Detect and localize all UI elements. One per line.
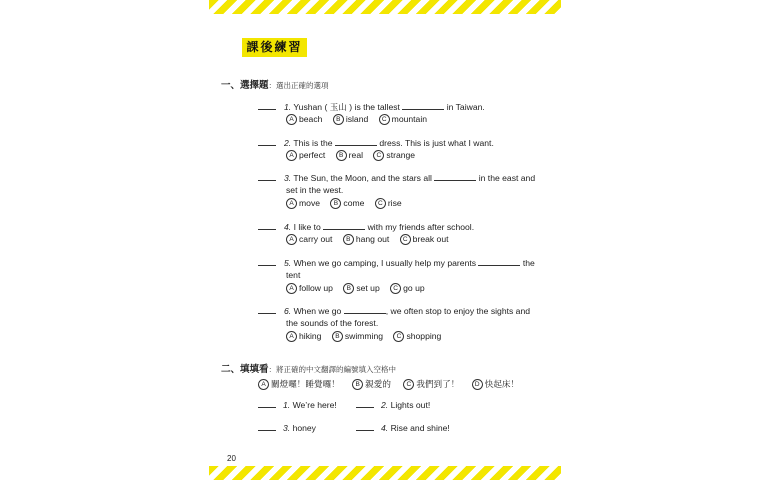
fill-blank (402, 101, 444, 110)
answer-blank[interactable] (258, 172, 276, 181)
section1-label: 一、選擇題 (221, 80, 269, 91)
option[interactable]: B hang out (343, 234, 389, 245)
option[interactable]: A carry out (286, 234, 332, 245)
question-3-options (286, 198, 410, 209)
match-item-3: 3. honey (258, 422, 316, 433)
question-1-options (286, 114, 435, 125)
section1-heading (221, 77, 329, 91)
page-title: 課後練習 (242, 38, 307, 57)
translation-option: B 親愛的 (352, 378, 391, 390)
match-item-1: 1. We’re here! (258, 399, 337, 410)
fill-blank (478, 257, 520, 266)
answer-blank[interactable] (258, 101, 276, 110)
translation-option: C 我們到了！ (403, 378, 459, 390)
section1-instruction: ：選出正確的選項 (268, 81, 329, 90)
question-6-options (286, 331, 449, 342)
answer-blank[interactable] (258, 221, 276, 230)
option[interactable]: C strange (373, 150, 415, 161)
question-4: 4. I like to with my friends after school. (258, 221, 474, 232)
translation-option: D 快起床！ (472, 378, 519, 390)
option[interactable]: C break out (400, 234, 449, 245)
fill-blank (434, 172, 476, 181)
option[interactable]: A perfect (286, 150, 325, 161)
question-3-continued: set in the west. (286, 185, 344, 195)
question-2: 2. This is the dress. This is just what I want. (258, 137, 494, 148)
answer-blank[interactable] (258, 305, 276, 314)
page-number: 20 (227, 454, 236, 463)
bottom-stripe-border (209, 466, 561, 480)
option[interactable]: B come (330, 198, 364, 209)
option[interactable]: C go up (390, 283, 425, 294)
option[interactable]: A hiking (286, 331, 321, 342)
section2-label: 二、填填看 (221, 364, 269, 375)
answer-blank[interactable] (356, 399, 374, 408)
option[interactable]: C mountain (379, 114, 427, 125)
fill-blank (344, 305, 386, 314)
translation-option: A 關燈囉！睡覺囉！ (258, 378, 340, 390)
option[interactable]: C shopping (393, 331, 441, 342)
question-4-options (286, 234, 457, 245)
option[interactable]: B set up (343, 283, 379, 294)
answer-blank[interactable] (258, 422, 276, 431)
fill-blank (323, 221, 365, 230)
option[interactable]: A beach (286, 114, 322, 125)
option[interactable]: B real (336, 150, 363, 161)
translation-options (258, 378, 529, 390)
option[interactable]: C rise (375, 198, 402, 209)
section2-instruction: ：將正確的中文翻譯的編號填入空格中 (268, 365, 397, 374)
workbook-page (209, 0, 561, 480)
question-2-options (286, 150, 423, 161)
section2-heading (221, 361, 396, 375)
match-item-4: 4. Rise and shine! (356, 422, 450, 433)
question-5: 5. When we go camping, I usually help my parents the (258, 257, 535, 268)
option[interactable]: A move (286, 198, 320, 209)
fill-blank (335, 137, 377, 146)
match-item-2: 2. Lights out! (356, 399, 430, 410)
question-5-options (286, 283, 433, 294)
question-5-continued: tent (286, 270, 301, 280)
option[interactable]: B swimming (332, 331, 383, 342)
answer-blank[interactable] (258, 137, 276, 146)
answer-blank[interactable] (258, 257, 276, 266)
option[interactable]: B island (333, 114, 368, 125)
question-6-continued: the sounds of the forest. (286, 318, 379, 328)
question-1: 1. Yushan ( 玉山 ) is the tallest in Taiwan. (258, 101, 485, 113)
answer-blank[interactable] (356, 422, 374, 431)
question-3: 3. The Sun, the Moon, and the stars all in the east and (258, 172, 535, 183)
question-6: 6. When we go , we often stop to enjoy the sights and (258, 305, 530, 316)
option[interactable]: A follow up (286, 283, 333, 294)
answer-blank[interactable] (258, 399, 276, 408)
top-stripe-border (209, 0, 561, 14)
